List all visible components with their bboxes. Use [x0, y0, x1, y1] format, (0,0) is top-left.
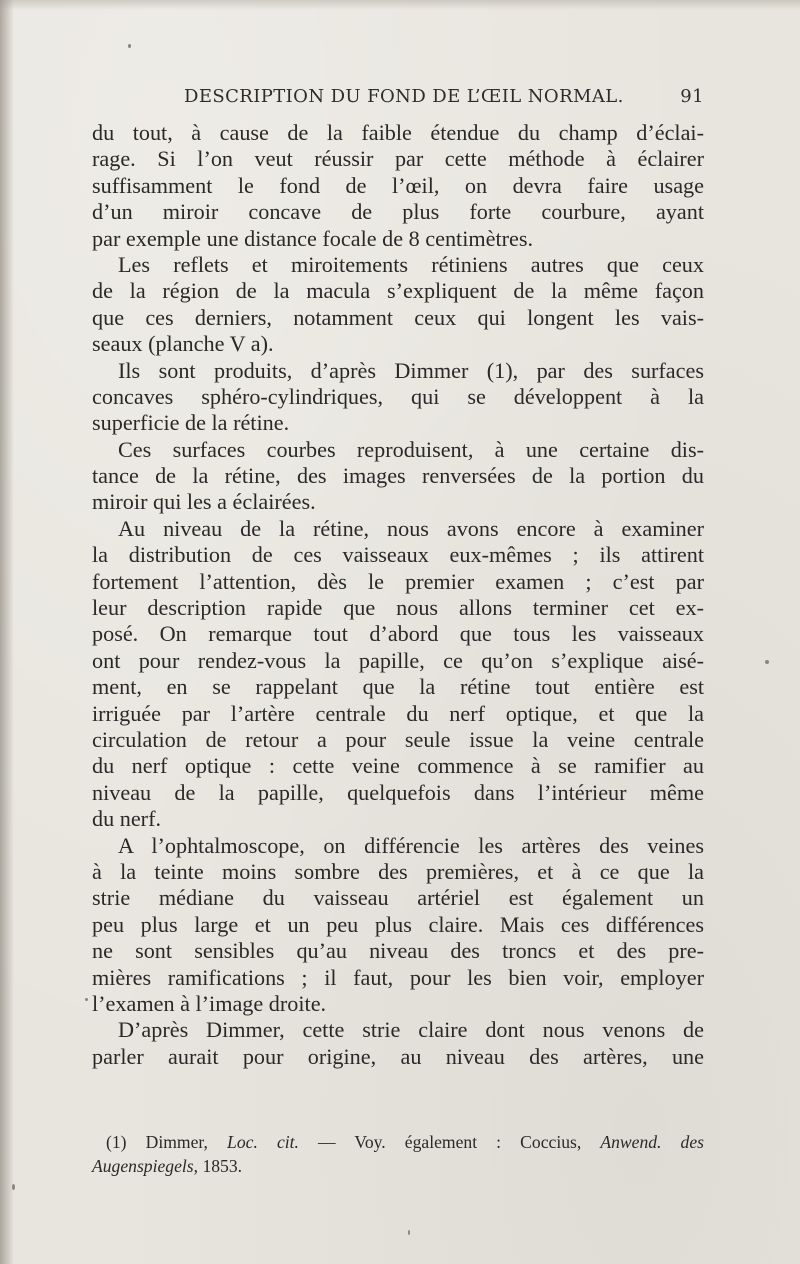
footnote-text: , 1853. — [193, 1156, 243, 1176]
text-line: strie médiane du vaisseau artériel est également un — [92, 885, 704, 911]
paper-speck — [128, 44, 131, 48]
footnote-work-title: Augenspiegels — [92, 1156, 194, 1176]
text-line: ne sont sensibles qu’au niveau des troncs et des pre- — [92, 938, 704, 964]
footnote-text: — Voy. également : Coccius, — [298, 1132, 601, 1152]
text-line: parler aurait pour origine, au niveau des artères, une — [92, 1043, 704, 1069]
text-line: circulation de retour a pour seule issue la veine centrale — [92, 726, 704, 752]
footnote-citation: Loc. cit. — [227, 1132, 299, 1152]
text-line: seaux (planche V a). — [92, 331, 274, 357]
text-line: miroir qui les a éclairées. — [92, 489, 316, 515]
footnote-line — [92, 1154, 704, 1178]
text-line: du tout, à cause de la faible étendue du champ d’éclai- — [92, 120, 704, 145]
text-line: du nerf. — [92, 806, 162, 832]
body-text — [92, 120, 704, 1070]
text-line: superficie de la rétine. — [92, 410, 290, 436]
text-line: Les reflets et miroitements rétiniens autres que ceux — [118, 251, 704, 277]
text-line: Ces surfaces courbes reproduisent, à une certaine dis- — [118, 436, 704, 462]
text-line: d’un miroir concave de plus forte courbure, ayant — [92, 199, 704, 225]
paper-speck — [408, 1230, 410, 1235]
text-line: à la teinte moins sombre des premières, et à ce que la — [92, 858, 704, 884]
text-line: rage. Si l’on veut réussir par cette méthode à éclairer — [92, 146, 704, 172]
text-line: leur description rapide que nous allons terminer cet ex- — [92, 595, 704, 621]
binding-shadow — [0, 0, 14, 1264]
footnote — [92, 1130, 704, 1178]
paper-speck — [765, 660, 769, 664]
text-line: ont pour rendez-vous la papille, ce qu’on s’explique aisé- — [92, 647, 704, 673]
text-line: concaves sphéro-cylindriques, qui se développent à la — [92, 383, 704, 409]
text-line: D’après Dimmer, cette strie claire dont nous venons de — [118, 1017, 704, 1043]
text-line: par exemple une distance focale de 8 centimètres. — [92, 225, 534, 251]
text-line: la distribution de ces vaisseaux eux-mêmes ; ils attirent — [92, 542, 704, 568]
paper-speck — [12, 1184, 15, 1190]
text-line: du nerf optique : cette veine commence à se ramifier au — [92, 753, 704, 779]
footnote-text: (1) Dimmer, — [106, 1132, 228, 1152]
running-head-title: DESCRIPTION DU FOND DE L’ŒIL NORMAL. — [184, 86, 624, 107]
running-head — [92, 86, 704, 114]
text-line: Ils sont produits, d’après Dimmer (1), par des surfaces — [118, 357, 704, 383]
text-line: ment, en se rappelant que la rétine tout entière est — [92, 674, 704, 700]
text-line: l’examen à l’image droite. — [92, 990, 327, 1016]
text-line: irriguée par l’artère centrale du nerf optique, et que la — [92, 700, 704, 726]
paper-speck — [85, 998, 88, 1001]
text-line: mières ramifications ; il faut, pour les bien voir, employer — [92, 964, 704, 990]
text-line: suffisamment le fond de l’œil, on devra faire usage — [92, 172, 704, 198]
text-line: tance de la rétine, des images renversées de la portion du — [92, 463, 704, 489]
footnote-line — [92, 1130, 704, 1154]
text-line: Au niveau de la rétine, nous avons encore à examiner — [118, 515, 704, 541]
text-line: que ces derniers, notamment ceux qui longent les vais- — [92, 304, 704, 330]
page-number: 91 — [680, 86, 704, 107]
footnote-work-title: Anwend. des — [600, 1132, 704, 1152]
text-line: niveau de la papille, quelquefois dans l’intérieur même — [92, 779, 704, 805]
top-edge-shadow — [0, 0, 800, 10]
text-line: A l’ophtalmoscope, on différencie les artères des veines — [118, 832, 704, 858]
text-line: posé. On remarque tout d’abord que tous les vaisseaux — [92, 621, 704, 647]
text-line: fortement l’attention, dès le premier examen ; c’est par — [92, 568, 704, 594]
text-line: de la région de la macula s’expliquent de la même façon — [92, 278, 704, 304]
text-line: peu plus large et un peu plus claire. Mais ces différences — [92, 911, 704, 937]
